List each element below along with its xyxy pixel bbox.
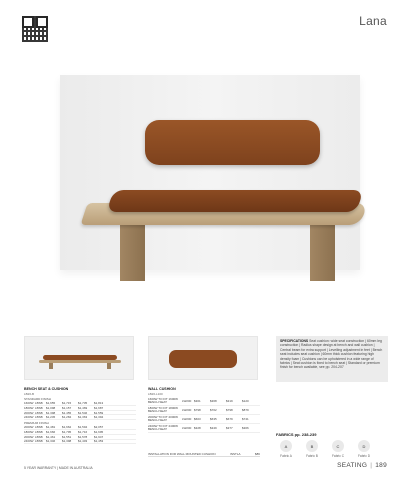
wall-cushion-thumbnail bbox=[148, 336, 258, 380]
table-cell: $702 bbox=[210, 408, 217, 412]
table-row bbox=[148, 415, 260, 424]
table-cell: $1,157 bbox=[62, 405, 72, 410]
table-cell: LW200 bbox=[182, 399, 192, 403]
table-cell: $1,398 bbox=[46, 410, 56, 415]
table-cell: $368 bbox=[210, 399, 217, 403]
fabric-swatch-circle: C bbox=[332, 440, 344, 452]
table-cell: 1600W bbox=[24, 401, 34, 405]
table-cell: $635 bbox=[210, 417, 217, 421]
table-cell: $349 bbox=[210, 426, 217, 430]
table-cell: 2000W bbox=[24, 425, 34, 430]
warranty-note: 5 YEAR WARRANTY | MADE IN AUSTRALIA bbox=[24, 466, 93, 470]
table-cell: 2400W TO FIT 2400W BENCH SEAT bbox=[148, 423, 179, 431]
bench-thumbnail bbox=[24, 336, 134, 380]
table-cell: $306 bbox=[242, 426, 249, 430]
table-cell: $377 bbox=[226, 426, 233, 430]
table-cell: $1,695 bbox=[94, 429, 104, 434]
fabric-swatch-circle: B bbox=[306, 440, 318, 452]
fabric-swatch-caption: Fabric B bbox=[306, 454, 318, 458]
installation-price: $86 bbox=[254, 452, 260, 456]
qr-code-icon[interactable] bbox=[22, 16, 48, 42]
table-cell: LBSB bbox=[35, 415, 43, 420]
table-cell: $1,559 bbox=[94, 410, 104, 415]
mini-bench-legs bbox=[49, 363, 111, 369]
price-group-heading: PREMIUM FINISH bbox=[24, 421, 49, 426]
table-cell: 2000W bbox=[24, 434, 34, 439]
table-cell: $1,947 bbox=[94, 434, 104, 439]
table-cell: 1600W TO FIT 1600W BENCH SEAT bbox=[148, 396, 179, 404]
table-cell: $1,735 bbox=[78, 401, 88, 405]
table-cell: LBSB bbox=[35, 434, 43, 439]
table-cell: LBSB bbox=[35, 401, 43, 405]
table-cell: $1,098 bbox=[46, 405, 56, 410]
table-cell: $1,795 bbox=[62, 429, 72, 434]
table-cell: $120 bbox=[242, 399, 249, 403]
table-cell: 2000W TO FIT 2000W BENCH SEAT bbox=[148, 414, 179, 422]
table-cell: $1,469 bbox=[78, 405, 88, 410]
fabric-swatch[interactable] bbox=[354, 440, 374, 458]
bench-table-title: BENCH SEAT & CUSHION bbox=[24, 387, 69, 391]
bench-cushion bbox=[106, 190, 363, 212]
table-cell: $1,594 bbox=[78, 425, 88, 430]
table-cell: $879 bbox=[242, 408, 249, 412]
table-cell: $328 bbox=[194, 426, 201, 430]
table-cell: $1,453 bbox=[94, 439, 104, 444]
fabric-swatch-circle: A bbox=[280, 440, 292, 452]
table-cell: LW200 bbox=[182, 408, 192, 412]
fabric-swatch-caption: Fabric A bbox=[280, 454, 292, 458]
installation-row bbox=[148, 452, 260, 457]
table-row bbox=[148, 397, 260, 406]
table-cell: $1,481 bbox=[46, 425, 56, 430]
table-cell: $798 bbox=[226, 408, 233, 412]
table-cell: $301 bbox=[194, 399, 201, 403]
table-cell: LW200 bbox=[182, 417, 192, 421]
table-cell: $679 bbox=[226, 417, 233, 421]
table-cell: LBSB bbox=[35, 425, 43, 430]
page-number: 189 bbox=[375, 462, 387, 469]
wall-cushion bbox=[145, 120, 320, 165]
table-cell: $319 bbox=[226, 399, 233, 403]
table-cell: LBSB bbox=[35, 429, 43, 434]
table-row bbox=[148, 424, 260, 433]
table-cell: $1,662 bbox=[62, 425, 72, 430]
specifications-box bbox=[276, 336, 388, 382]
installation-label: INSTALLATION FOR WALL MOUNTED CUSHION bbox=[148, 452, 216, 456]
price-group-heading: STANDARD FINISH bbox=[24, 397, 51, 401]
mini-wall-cushion bbox=[169, 350, 237, 368]
table-cell: $1,403 bbox=[78, 439, 88, 444]
table-cell: $2,057 bbox=[94, 425, 104, 430]
table-cell: $798 bbox=[194, 408, 201, 412]
table-cell: 2400W bbox=[24, 439, 34, 444]
table-cell: $1,398 bbox=[62, 439, 72, 444]
product-name: Lana bbox=[359, 14, 387, 28]
table-cell: $1,578 bbox=[78, 434, 88, 439]
table-cell: LBSB bbox=[35, 410, 43, 415]
fabric-swatch-circle: D bbox=[358, 440, 370, 452]
table-cell: 1800W bbox=[24, 429, 34, 434]
fabrics-title: FABRICS pp. 238-239 bbox=[276, 432, 317, 437]
table-cell: $1,346 bbox=[46, 439, 56, 444]
wall-table-title: WALL CUSHION bbox=[148, 387, 176, 391]
fabric-swatch[interactable] bbox=[302, 440, 322, 458]
bench-leg-right bbox=[310, 223, 335, 281]
fabric-swatch[interactable] bbox=[276, 440, 296, 458]
specifications-text: Seat cushion: wide seat construction | 60mm leg construction | Radius shape design at bench and wall cushion | Central beam for extra support | Levelling adjustment in feet | Bench seat includes seat cushion | 60mm thick cushion featuring high density foam | Cushions can be upholstered in a wide range of fabrics | Seat cushion is fixed to bench seat | Standard or premium finish for bench available, see pp. 204-207 bbox=[280, 339, 383, 370]
table-cell: $1,715 bbox=[62, 401, 72, 405]
footer-separator: | bbox=[370, 462, 373, 469]
table-row bbox=[148, 406, 260, 415]
fabric-swatch[interactable] bbox=[328, 440, 348, 458]
page-footer bbox=[337, 462, 387, 469]
table-row bbox=[24, 415, 136, 420]
table-cell: $741 bbox=[242, 417, 249, 421]
installation-code: INSTLA bbox=[229, 452, 241, 456]
table-cell: $1,394 bbox=[94, 415, 104, 420]
table-cell: $1,284 bbox=[62, 415, 72, 420]
table-cell: 1800W bbox=[24, 405, 34, 410]
bench-leg-left bbox=[120, 223, 145, 281]
table-cell: LBSB bbox=[35, 439, 43, 444]
table-cell: $1,813 bbox=[94, 401, 104, 405]
hero-image bbox=[40, 75, 370, 275]
table-cell: $1,546 bbox=[78, 410, 88, 415]
table-row bbox=[24, 440, 136, 445]
table-cell: $1,655 bbox=[46, 401, 56, 405]
table-cell: 2000W bbox=[24, 410, 34, 415]
table-cell: $1,461 bbox=[46, 434, 56, 439]
table-cell: $1,551 bbox=[62, 434, 72, 439]
fabric-swatch-caption: Fabric D bbox=[357, 454, 371, 458]
table-cell: $1,363 bbox=[78, 415, 88, 420]
table-cell: $1,245 bbox=[46, 415, 56, 420]
section-name: SEATING bbox=[337, 462, 368, 469]
wall-price-table bbox=[148, 397, 260, 433]
table-cell: LW200 bbox=[182, 426, 192, 430]
bench-table-subtitle: LB26-B bbox=[24, 392, 35, 396]
table-cell: $1,716 bbox=[78, 429, 88, 434]
wall-table-subtitle: LB26-L100 bbox=[148, 392, 163, 396]
bench-price-table bbox=[24, 396, 136, 444]
fabric-swatch-caption: Fabric C bbox=[331, 454, 345, 458]
table-cell: $1,687 bbox=[94, 405, 104, 410]
fabric-swatches bbox=[276, 440, 374, 458]
table-cell: 1800W TO FIT 1800W BENCH SEAT bbox=[148, 405, 179, 413]
specifications-title: SPECIFICATIONS bbox=[280, 339, 309, 343]
table-cell: $1,455 bbox=[62, 410, 72, 415]
table-cell: 2400W bbox=[24, 415, 34, 420]
table-cell: LBSB bbox=[35, 405, 43, 410]
table-cell: $603 bbox=[194, 417, 201, 421]
table-cell: $1,666 bbox=[46, 429, 56, 434]
